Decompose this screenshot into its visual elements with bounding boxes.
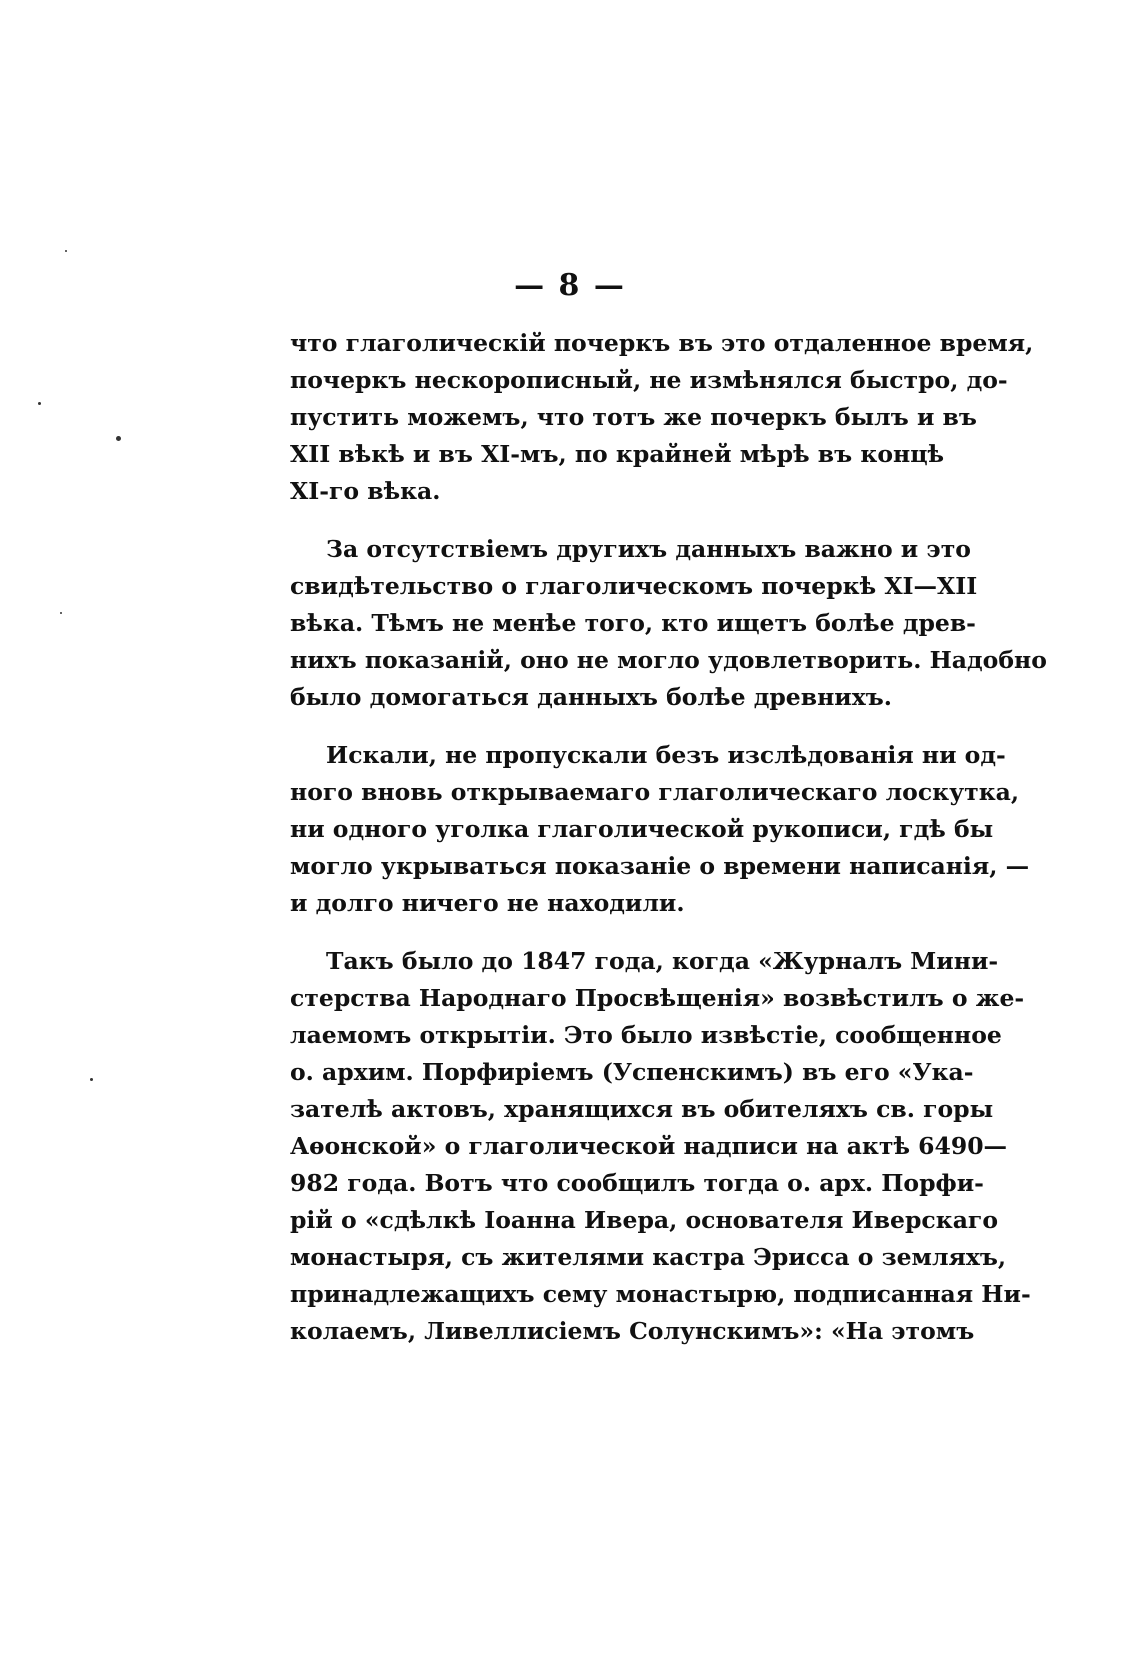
- text-line: что глаголическій почеркъ въ это отдаленное время,: [290, 329, 1034, 357]
- text-line: монастыря, съ жителями кастра Эрисса о земляхъ,: [290, 1243, 1007, 1271]
- text-line: ного вновь открываемаго глаголическаго лоскутка,: [290, 778, 1020, 806]
- scan-speck: [38, 402, 41, 405]
- text-line: рій о «сдѣлкѣ Іоанна Ивера, основателя Иверскаго: [290, 1206, 998, 1234]
- scan-speck: [116, 436, 121, 441]
- text-line: Такъ было до 1847 года, когда «Журналъ Мини-: [326, 947, 999, 975]
- paragraph: [290, 325, 1034, 510]
- text-line: колаемъ, Ливеллисіемъ Солунскимъ»: «На этомъ: [290, 1317, 975, 1345]
- paragraph: [290, 531, 1047, 716]
- text-line: 982 года. Вотъ что сообщилъ тогда о. арх. Порфи-: [290, 1169, 984, 1197]
- text-line: могло укрываться показаніе о времени написанія, —: [290, 852, 1030, 880]
- text-line: XI-го вѣка.: [290, 477, 441, 505]
- paragraph: [290, 943, 1031, 1350]
- scan-speck: [65, 250, 67, 252]
- text-line: Аѳонской» о глаголической надписи на актѣ 6490—: [290, 1132, 1008, 1160]
- text-line: принадлежащихъ сему монастырю, подписанная Ни-: [290, 1280, 1031, 1308]
- scan-speck: [90, 1078, 93, 1081]
- text-line: вѣка. Тѣмъ не менѣе того, кто ищетъ болѣе древ-: [290, 609, 976, 637]
- text-line: ни одного уголка глаголической рукописи, гдѣ бы: [290, 815, 994, 843]
- text-line: стерства Народнаго Просвѣщенія» возвѣстилъ о же-: [290, 984, 1025, 1012]
- text-line: пустить можемъ, что тотъ же почеркъ былъ и въ: [290, 403, 977, 431]
- text-line: и долго ничего не находили.: [290, 889, 685, 917]
- text-line: XII вѣкѣ и въ XI-мъ, по крайней мѣрѣ въ концѣ: [290, 440, 945, 468]
- text-line: было домогаться данныхъ болѣе древнихъ.: [290, 683, 892, 711]
- text-body: [290, 325, 1047, 1371]
- text-line: Искали, не пропускали безъ изслѣдованія ни од-: [326, 741, 1006, 769]
- text-line: нихъ показаній, оно не могло удовлетворить. Надобно: [290, 646, 1047, 674]
- scan-speck: [60, 612, 62, 614]
- text-line: лаемомъ открытіи. Это было извѣстіе, сообщенное: [290, 1021, 1002, 1049]
- paragraph: [290, 737, 1030, 922]
- page-number: — 8 —: [514, 268, 626, 303]
- text-line: свидѣтельство о глаголическомъ почеркѣ XI—XII: [290, 572, 978, 600]
- text-line: За отсутствіемъ другихъ данныхъ важно и это: [326, 535, 971, 563]
- text-line: зателѣ актовъ, хранящихся въ обителяхъ св. горы: [290, 1095, 994, 1123]
- text-line: о. архим. Порфиріемъ (Успенскимъ) въ его «Ука-: [290, 1058, 974, 1086]
- text-line: почеркъ нескорописный, не измѣнялся быстро, до-: [290, 366, 1008, 394]
